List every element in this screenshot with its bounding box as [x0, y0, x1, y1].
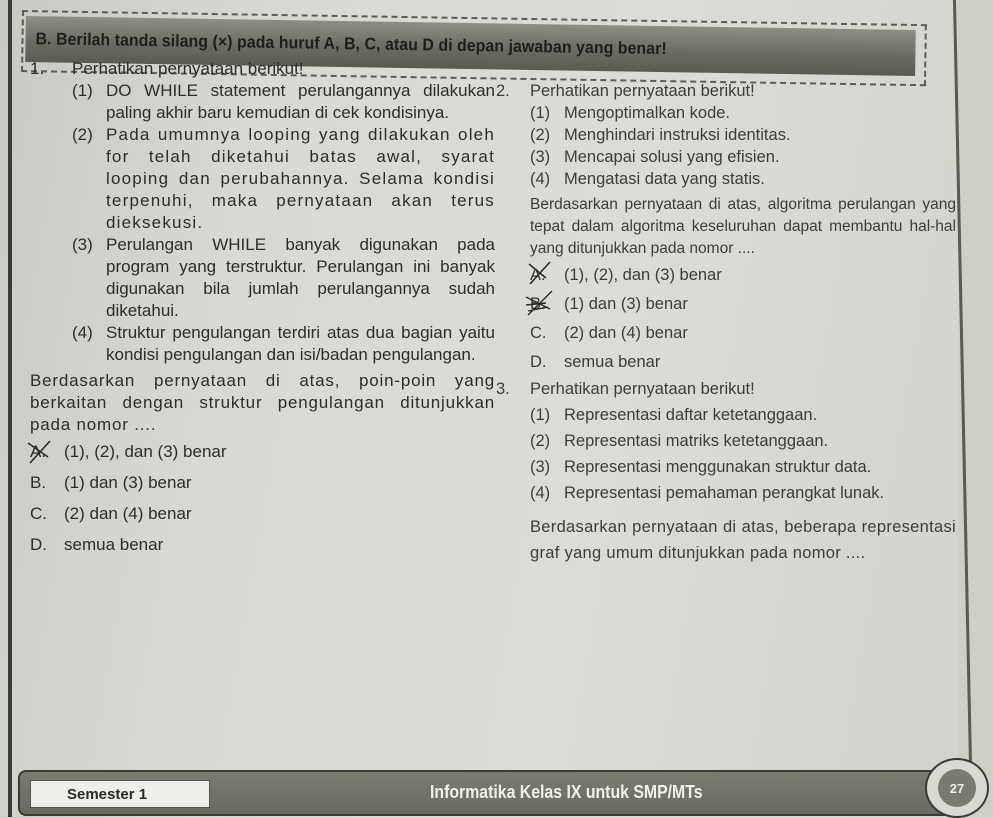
option-a[interactable]: [30, 436, 495, 467]
book-title: Informatika Kelas IX untuk SMP/MTs: [430, 782, 703, 802]
question-prompt: Perhatikan pernyataan berikut!: [72, 59, 304, 78]
statement-text: Menghindari instruksi identitas.: [564, 126, 791, 144]
page-number: 27: [938, 769, 976, 807]
option-b[interactable]: [30, 467, 495, 498]
statement-text: Perulangan WHILE banyak digunakan pada program yang terstruktur. Perulangan ini banyak digunakan bila jumlah perulangannya sudah diketahui.: [106, 235, 495, 320]
option-text: (1), (2), dan (3) benar: [564, 265, 722, 284]
statement-number: (4): [72, 323, 93, 342]
statement-text: DO WHILE statement perulangannya dilakukan paling akhir baru kemudian di cek kondisinya.: [106, 81, 495, 122]
statement-number: (3): [72, 235, 93, 254]
statement-1: [530, 102, 956, 124]
option-letter: C.: [530, 323, 547, 342]
statement-number: (2): [530, 432, 551, 450]
option-text: (1), (2), dan (3) benar: [64, 441, 227, 461]
statement-4: [72, 322, 495, 366]
answer-options: [30, 436, 495, 560]
question-text: Berdasarkan pernyataan di atas, poin-poin yang berkaitan dengan struktur pengulangan ditunjukkan pada nomor ....: [30, 371, 495, 434]
statement-2: [530, 430, 956, 452]
statement-4: [530, 168, 956, 190]
statement-number: (2): [72, 125, 93, 144]
semester-label: Semester 1: [30, 780, 210, 808]
statement-text: Mengoptimalkan kode.: [564, 104, 731, 122]
page-binding-edge: [8, 0, 12, 817]
statement-2: [530, 124, 956, 146]
statement-text: Representasi daftar ketetanggaan.: [564, 406, 818, 424]
question-number: 2.: [496, 82, 510, 100]
question-prompt: Perhatikan pernyataan berikut!: [530, 82, 755, 100]
answer-options: [530, 260, 956, 376]
question-2-header: [496, 80, 956, 102]
option-b[interactable]: [530, 289, 956, 318]
option-letter: B.: [530, 293, 564, 315]
option-letter: D.: [30, 534, 47, 554]
statement-number: (1): [530, 104, 551, 122]
option-letter: D.: [530, 352, 547, 371]
question-1: [30, 58, 495, 560]
statement-number: (4): [530, 170, 551, 188]
question-number: 3.: [496, 380, 510, 398]
question-2: [496, 80, 956, 376]
option-letter: A.: [30, 441, 64, 463]
option-letter: A.: [530, 264, 564, 286]
option-text: (2) dan (4) benar: [64, 503, 192, 523]
section-instruction: B. Berilah tanda silang (×) pada huruf A, B, C, atau D di depan jawaban yang benar!: [35, 29, 667, 59]
option-d[interactable]: [30, 529, 495, 560]
option-text: (1) dan (3) benar: [564, 294, 688, 313]
statement-number: (1): [72, 81, 93, 100]
statement-number: (4): [530, 484, 551, 502]
option-c[interactable]: [30, 498, 495, 529]
option-text: semua benar: [564, 352, 661, 371]
question-text: Berdasarkan pernyataan di atas, algoritma perulangan yang tepat dalam algoritma keseluruhan dapat membantu hal-hal yang ditunjukkan pada nomor ....: [530, 196, 956, 257]
right-column: [496, 80, 956, 566]
option-text: (2) dan (4) benar: [564, 323, 688, 342]
statement-text: Mencapai solusi yang efisien.: [564, 148, 780, 166]
statement-number: (1): [530, 406, 551, 424]
statement-text: Representasi menggunakan struktur data.: [564, 458, 872, 476]
option-text: semua benar: [64, 534, 164, 554]
question-number: 1.: [30, 59, 45, 78]
option-a[interactable]: [530, 260, 956, 289]
option-text: (1) dan (3) benar: [64, 472, 192, 492]
statement-3: [530, 456, 956, 478]
page-footer: [18, 770, 956, 816]
question-prompt: Perhatikan pernyataan berikut!: [530, 380, 755, 398]
statement-3: [530, 146, 956, 168]
option-c[interactable]: [530, 318, 956, 347]
question-text: Berdasarkan pernyataan di atas, beberapa representasi graf yang umum ditunjukkan pada nomor ....: [530, 518, 956, 562]
question-3: [496, 378, 956, 566]
question-1-header: [30, 58, 495, 80]
page-number-badge: [925, 758, 989, 818]
statement-number: (3): [530, 458, 551, 476]
statement-1: [530, 404, 956, 426]
statement-text: Pada umumnya looping yang dilakukan oleh for telah diketahui batas awal, syarat looping dan perubahannya. Selama kondisi terpenuhi, maka pernyataan akan terus dieksekusi.: [106, 125, 495, 232]
statement-number: (3): [530, 148, 551, 166]
option-letter: C.: [30, 503, 47, 523]
statement-2: [72, 124, 495, 234]
option-d[interactable]: [530, 347, 956, 376]
statement-4: [530, 482, 956, 504]
statement-number: (2): [530, 126, 551, 144]
option-letter: B.: [30, 472, 47, 492]
statement-text: Mengatasi data yang statis.: [564, 170, 765, 188]
statement-text: Representasi pemahaman perangkat lunak.: [564, 484, 885, 502]
statement-1: [72, 80, 495, 124]
statement-3: [72, 234, 495, 322]
statement-text: Struktur pengulangan terdiri atas dua bagian yaitu kondisi pengulangan dan isi/badan pengulangan.: [106, 323, 495, 364]
statement-text: Representasi matriks ketetanggaan.: [564, 432, 829, 450]
question-3-header: [496, 378, 956, 400]
